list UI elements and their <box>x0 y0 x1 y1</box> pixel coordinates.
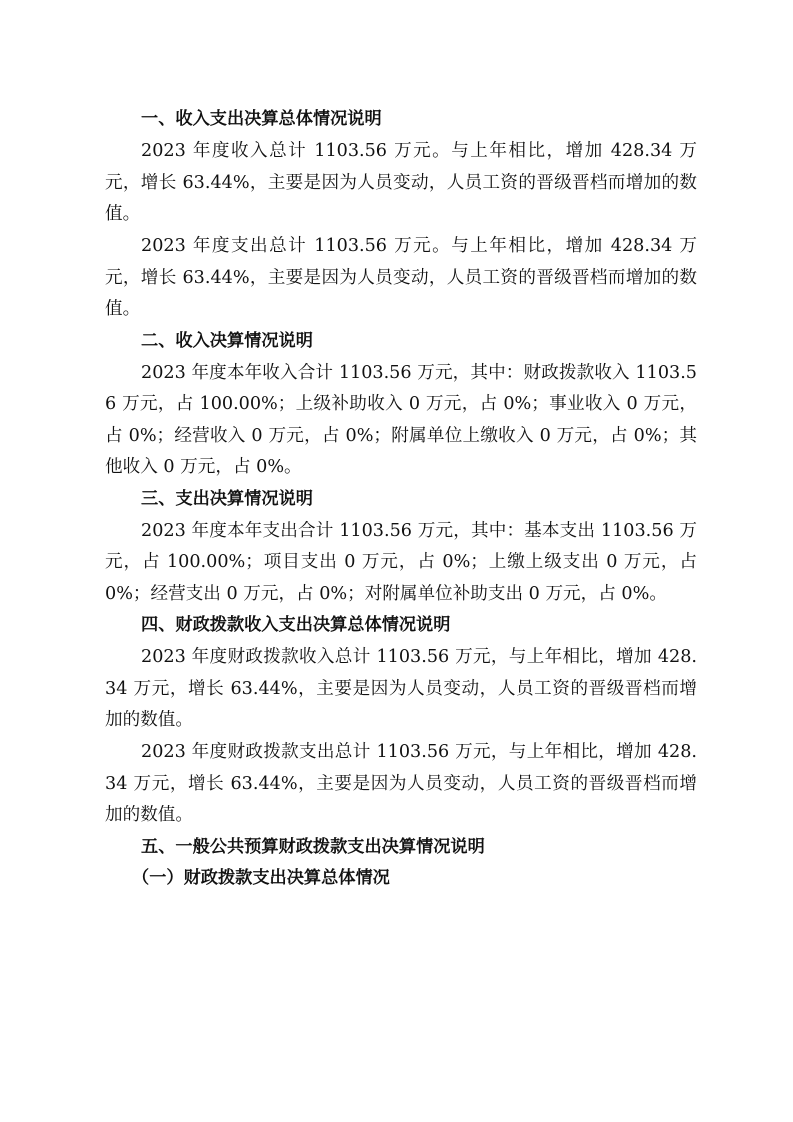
paragraph-fiscal-expenditure: 2023 年度财政拨款支出总计 1103.56 万元，与上年相比，增加 428.34 万元，增长 63.44%，主要是因为人员变动，人员工资的晋级晋档而增加的数值。 <box>105 742 697 825</box>
section-heading-fiscal-appropriation: 四、财政拨款收入支出决算总体情况说明 <box>141 615 451 635</box>
document-body <box>105 104 697 895</box>
paragraph-total-income: 2023 年度收入总计 1103.56 万元。与上年相比，增加 428.34 万元，增长 63.44%，主要是因为人员变动，人员工资的晋级晋档而增加的数值。 <box>105 141 697 224</box>
paragraph-fiscal-income: 2023 年度财政拨款收入总计 1103.56 万元，与上年相比，增加 428.34 万元，增长 63.44%，主要是因为人员变动，人员工资的晋级晋档而增加的数值。 <box>105 647 697 730</box>
paragraph-total-expenditure: 2023 年度支出总计 1103.56 万元。与上年相比，增加 428.34 万元，增长 63.44%，主要是因为人员变动，人员工资的晋级晋档而增加的数值。 <box>105 236 697 319</box>
section-heading-general-public-budget: 五、一般公共预算财政拨款支出决算情况说明 <box>141 836 485 857</box>
paragraph-income-breakdown: 2023 年度本年收入合计 1103.56 万元，其中：财政拨款收入 1103.56 万元，占 100.00%；上级补助收入 0 万元，占 0%；事业收入 0 万元，占 0%；经营收入 0 万元，占 0%；附属单位上缴收入 0 万元，占 0%；其他收入 0 万元，占 0%。 <box>105 362 697 477</box>
section-heading-income: 二、收入决算情况说明 <box>141 330 313 351</box>
subsection-heading-fiscal-expenditure-overview: （一）财政拨款支出决算总体情况 <box>132 868 390 888</box>
paragraph-expenditure-breakdown: 2023 年度本年支出合计 1103.56 万元，其中：基本支出 1103.56 万元，占 100.00%；项目支出 0 万元，占 0%；上缴上级支出 0 万元，占 0%；经营支出 0 万元，占 0%；对附属单位补助支出 0 万元，占 0%。 <box>105 520 697 604</box>
section-heading-income-expenditure-overview: 一、收入支出决算总体情况说明 <box>141 109 382 129</box>
section-heading-expenditure: 三、支出决算情况说明 <box>141 488 313 509</box>
